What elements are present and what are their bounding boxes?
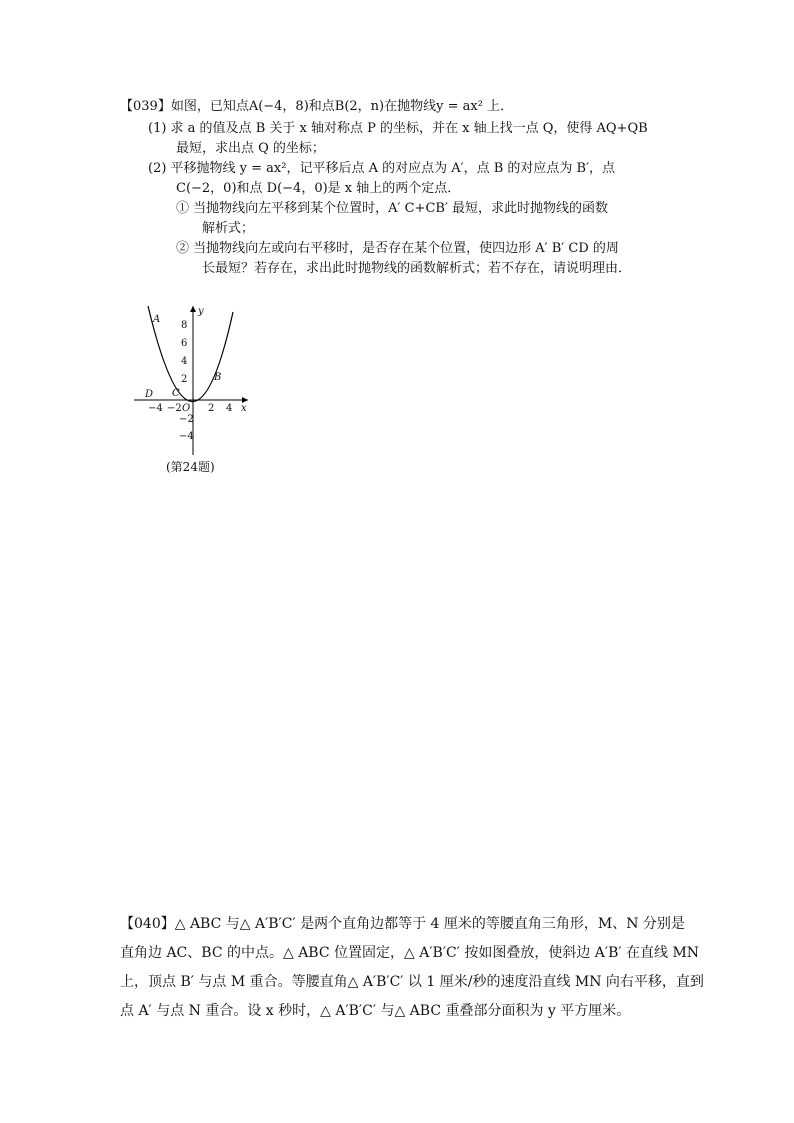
problem-040-line-2: 直角边 AC、BC 的中点。△ ABC 位置固定，△ A′B′C′ 按如图叠放，使斜边 A′B′ 在直线 MN [120,945,700,961]
question-1-line-1: (1) 求 a 的值及点 B 关于 x 轴对称点 P 的坐标，并在 x 轴上找一点 Q，使得 AQ+QB [148,121,648,136]
origin-label: O [182,403,191,414]
question-2b-line-1: ② 当抛物线向左或向右平移时，是否存在某个位置，使四边形 A′ B′ CD 的周 [176,241,619,256]
x-tick-2: 2 [208,403,215,414]
figure-caption: (第24题) [166,460,215,474]
x-tick-4: 4 [226,403,233,414]
question-2a-line-1: ① 当抛物线向左平移到某个位置时，A′ C+CB′ 最短，求此时抛物线的函数 [176,201,609,216]
question-2-line-2: C(−2，0)和点 D(−4，0)是 x 轴上的两个定点． [176,181,461,196]
y-tick-neg4: −4 [179,431,194,442]
problem-040-line-3: 上，顶点 B′ 与点 M 重合。等腰直角△ A′B′C′ 以 1 厘米/秒的速度沿直线 MN 向右平移，直到 [120,974,704,990]
point-d-label: D [145,389,154,400]
x-axis-label: x [241,403,247,414]
point-c-label: C [172,388,180,399]
point-a-label: A [153,314,161,325]
problem-040-line-1: 【040】△ ABC 与△ A′B′C′ 是两个直角边都等于 4 厘米的等腰直角三角形，M、N 分别是 [120,916,685,932]
y-tick-6: 6 [181,338,188,349]
y-axis-arrow [190,306,196,312]
problem-039-statement: 【039】如图，已知点A(−4，8)和点B(2，n)在抛物线y = ax² 上． [120,99,514,114]
question-2-line-1: (2) 平移抛物线 y = ax²，记平移后点 A 的对应点为 A′，点 B 的对应点为 B′，点 [148,161,616,176]
y-tick-neg2: −2 [179,414,194,425]
question-2b-line-2: 长最短？若存在，求出此时抛物线的函数解析式；若不存在，请说明理由． [202,261,632,276]
question-2a-line-2: 解析式； [202,221,255,236]
y-axis-label: y [198,306,204,317]
y-tick-2: 2 [181,374,188,385]
problem-040-line-4: 点 A′ 与点 N 重合。设 x 秒时，△ A′B′C′ 与△ ABC 重叠部分面积为 y 平方厘米。 [120,1003,631,1019]
question-1-line-2: 最短，求出点 Q 的坐标； [176,141,325,156]
point-b-label: B [214,372,222,383]
y-tick-4: 4 [181,356,188,367]
parabola-curve [148,306,233,402]
x-tick-neg2: −2 [167,403,182,414]
x-tick-neg4: −4 [148,403,163,414]
parabola-graph [128,300,258,460]
y-tick-8: 8 [181,320,188,331]
